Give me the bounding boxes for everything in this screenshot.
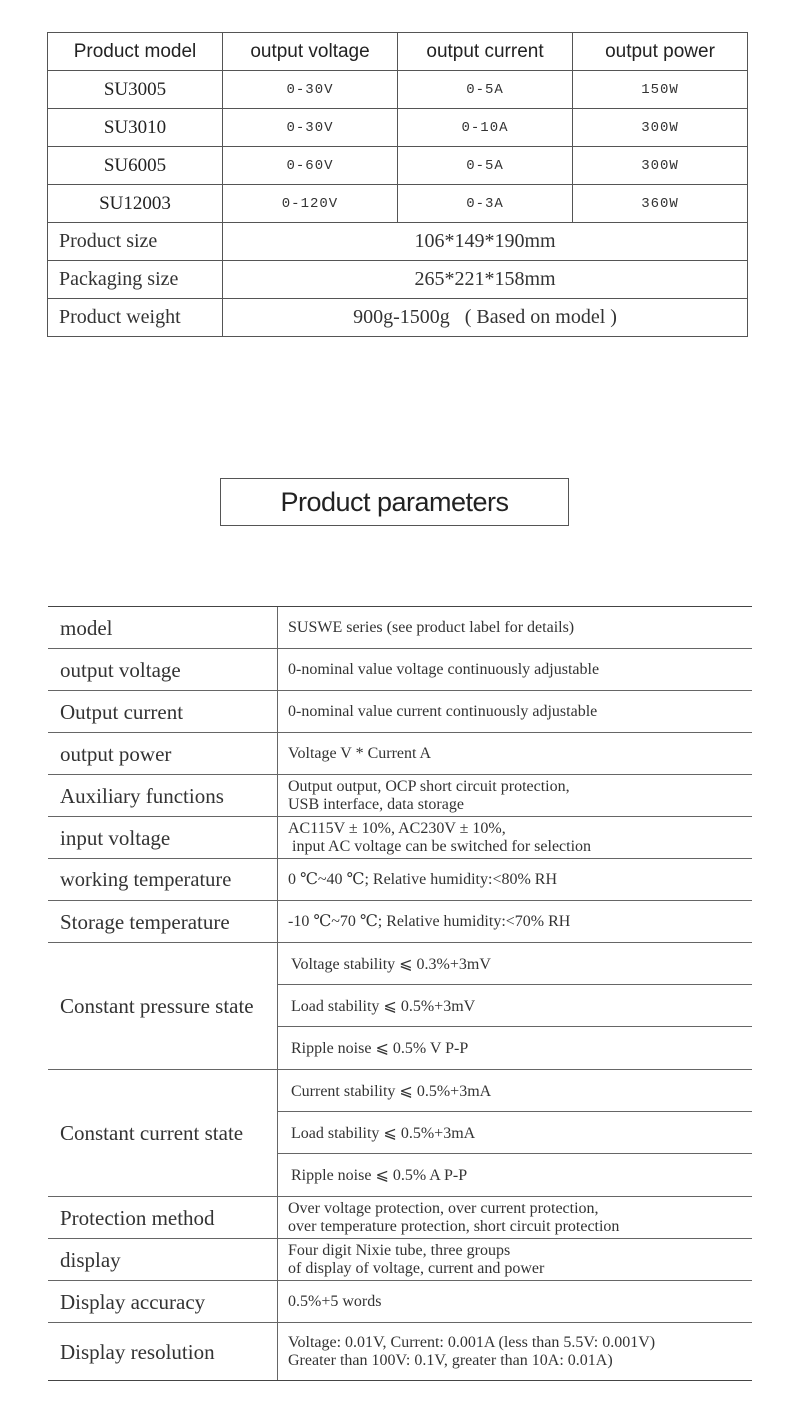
voltage-cell: 0-60V — [223, 147, 398, 185]
current-cell: 0-3A — [398, 185, 573, 223]
param-label: output power — [48, 733, 278, 774]
param-label: input voltage — [48, 817, 278, 858]
param-row-input-voltage — [48, 817, 752, 859]
param-value: 0.5%+5 words — [288, 1292, 382, 1310]
table-row — [48, 109, 748, 147]
param-sub-item: Load stability ⩽ 0.5%+3mV — [278, 985, 752, 1027]
param-value: Voltage V * Current A — [288, 744, 432, 762]
param-value-line: of display of voltage, current and power — [288, 1259, 545, 1277]
param-label: Constant current state — [48, 1070, 278, 1196]
param-value — [278, 1323, 752, 1380]
param-row-model — [48, 607, 752, 649]
param-label: Display accuracy — [48, 1281, 278, 1322]
param-row-display — [48, 1239, 752, 1281]
model-cell: SU6005 — [48, 147, 223, 185]
power-cell: 300W — [573, 147, 748, 185]
param-sub-item: Voltage stability ⩽ 0.3%+3mV — [278, 943, 752, 985]
voltage-cell: 0-30V — [223, 109, 398, 147]
param-value-line: AC115V ± 10%, AC230V ± 10%, — [288, 819, 506, 837]
param-value-line: input AC voltage can be switched for selection — [288, 837, 592, 855]
param-value-line: Greater than 100V: 0.1V, greater than 10A: 0.01A) — [288, 1351, 613, 1369]
param-row-output-current — [48, 691, 752, 733]
param-label: Constant pressure state — [48, 943, 278, 1069]
power-cell: 150W — [573, 71, 748, 109]
voltage-cell: 0-120V — [223, 185, 398, 223]
power-cell: 360W — [573, 185, 748, 223]
model-cell: SU3010 — [48, 109, 223, 147]
packaging-size-label: Packaging size — [48, 261, 223, 299]
product-weight-label: Product weight — [48, 299, 223, 337]
param-row-constant-pressure-state — [48, 943, 752, 1070]
param-row-storage-temperature — [48, 901, 752, 943]
power-cell: 300W — [573, 109, 748, 147]
param-label: Protection method — [48, 1197, 278, 1238]
param-sub-list — [278, 943, 752, 1069]
param-label: Auxiliary functions — [48, 775, 278, 816]
param-row-display-resolution — [48, 1323, 752, 1380]
param-value-line: Four digit Nixie tube, three groups — [288, 1241, 511, 1259]
product-size-value: 106*149*190mm — [223, 223, 748, 261]
packaging-size-row — [48, 261, 748, 299]
param-row-display-accuracy — [48, 1281, 752, 1323]
param-label: model — [48, 607, 278, 648]
header-output-current: output current — [398, 33, 573, 71]
voltage-cell: 0-30V — [223, 71, 398, 109]
model-cell: SU3005 — [48, 71, 223, 109]
current-cell: 0-5A — [398, 71, 573, 109]
table-row — [48, 71, 748, 109]
param-value: -10 ℃~70 ℃; Relative humidity:<70% RH — [288, 912, 571, 930]
param-value — [278, 1239, 752, 1280]
parameters-table — [48, 606, 752, 1381]
product-size-row — [48, 223, 748, 261]
section-title: Product parameters — [220, 478, 569, 526]
param-sub-item: Ripple noise ⩽ 0.5% V P-P — [291, 1040, 469, 1057]
param-value: SUSWE series (see product label for details) — [288, 618, 575, 636]
table-row — [48, 185, 748, 223]
param-value — [278, 817, 752, 858]
packaging-size-value: 265*221*158mm — [223, 261, 748, 299]
param-row-auxiliary-functions — [48, 775, 752, 817]
param-sub-list — [278, 1070, 752, 1196]
param-value — [278, 1197, 752, 1238]
param-label: display — [48, 1239, 278, 1280]
param-sub-item: Ripple noise ⩽ 0.5% A P-P — [291, 1167, 468, 1184]
param-value-line: over temperature protection, short circuit protection — [288, 1217, 620, 1235]
product-weight-value: 900g-1500g ( Based on model ) — [223, 299, 748, 337]
current-cell: 0-5A — [398, 147, 573, 185]
param-row-constant-current-state — [48, 1070, 752, 1197]
param-sub-item: Load stability ⩽ 0.5%+3mA — [278, 1112, 752, 1154]
param-label: Storage temperature — [48, 901, 278, 942]
param-value-line: Output output, OCP short circuit protection, — [288, 777, 570, 795]
product-size-label: Product size — [48, 223, 223, 261]
param-value-line: Over voltage protection, over current protection, — [288, 1199, 599, 1217]
param-row-protection-method — [48, 1197, 752, 1239]
param-value-line: Voltage: 0.01V, Current: 0.001A (less than 5.5V: 0.001V) — [288, 1333, 656, 1351]
param-row-working-temperature — [48, 859, 752, 901]
param-row-output-power — [48, 733, 752, 775]
param-value — [278, 775, 752, 816]
param-label: working temperature — [48, 859, 278, 900]
models-header-row — [48, 33, 748, 71]
header-output-voltage: output voltage — [223, 33, 398, 71]
header-output-power: output power — [573, 33, 748, 71]
current-cell: 0-10A — [398, 109, 573, 147]
param-value: 0 ℃~40 ℃; Relative humidity:<80% RH — [288, 870, 558, 888]
param-value-line: USB interface, data storage — [288, 795, 464, 813]
models-table — [47, 32, 748, 337]
param-row-output-voltage — [48, 649, 752, 691]
param-label: output voltage — [48, 649, 278, 690]
param-sub-item: Current stability ⩽ 0.5%+3mA — [278, 1070, 752, 1112]
param-value: 0-nominal value voltage continuously adjustable — [288, 660, 600, 678]
header-product-model: Product model — [48, 33, 223, 71]
model-cell: SU12003 — [48, 185, 223, 223]
param-label: Display resolution — [48, 1323, 278, 1380]
param-label: Output current — [48, 691, 278, 732]
product-weight-row — [48, 299, 748, 337]
table-row — [48, 147, 748, 185]
param-value: 0-nominal value current continuously adjustable — [288, 702, 598, 720]
